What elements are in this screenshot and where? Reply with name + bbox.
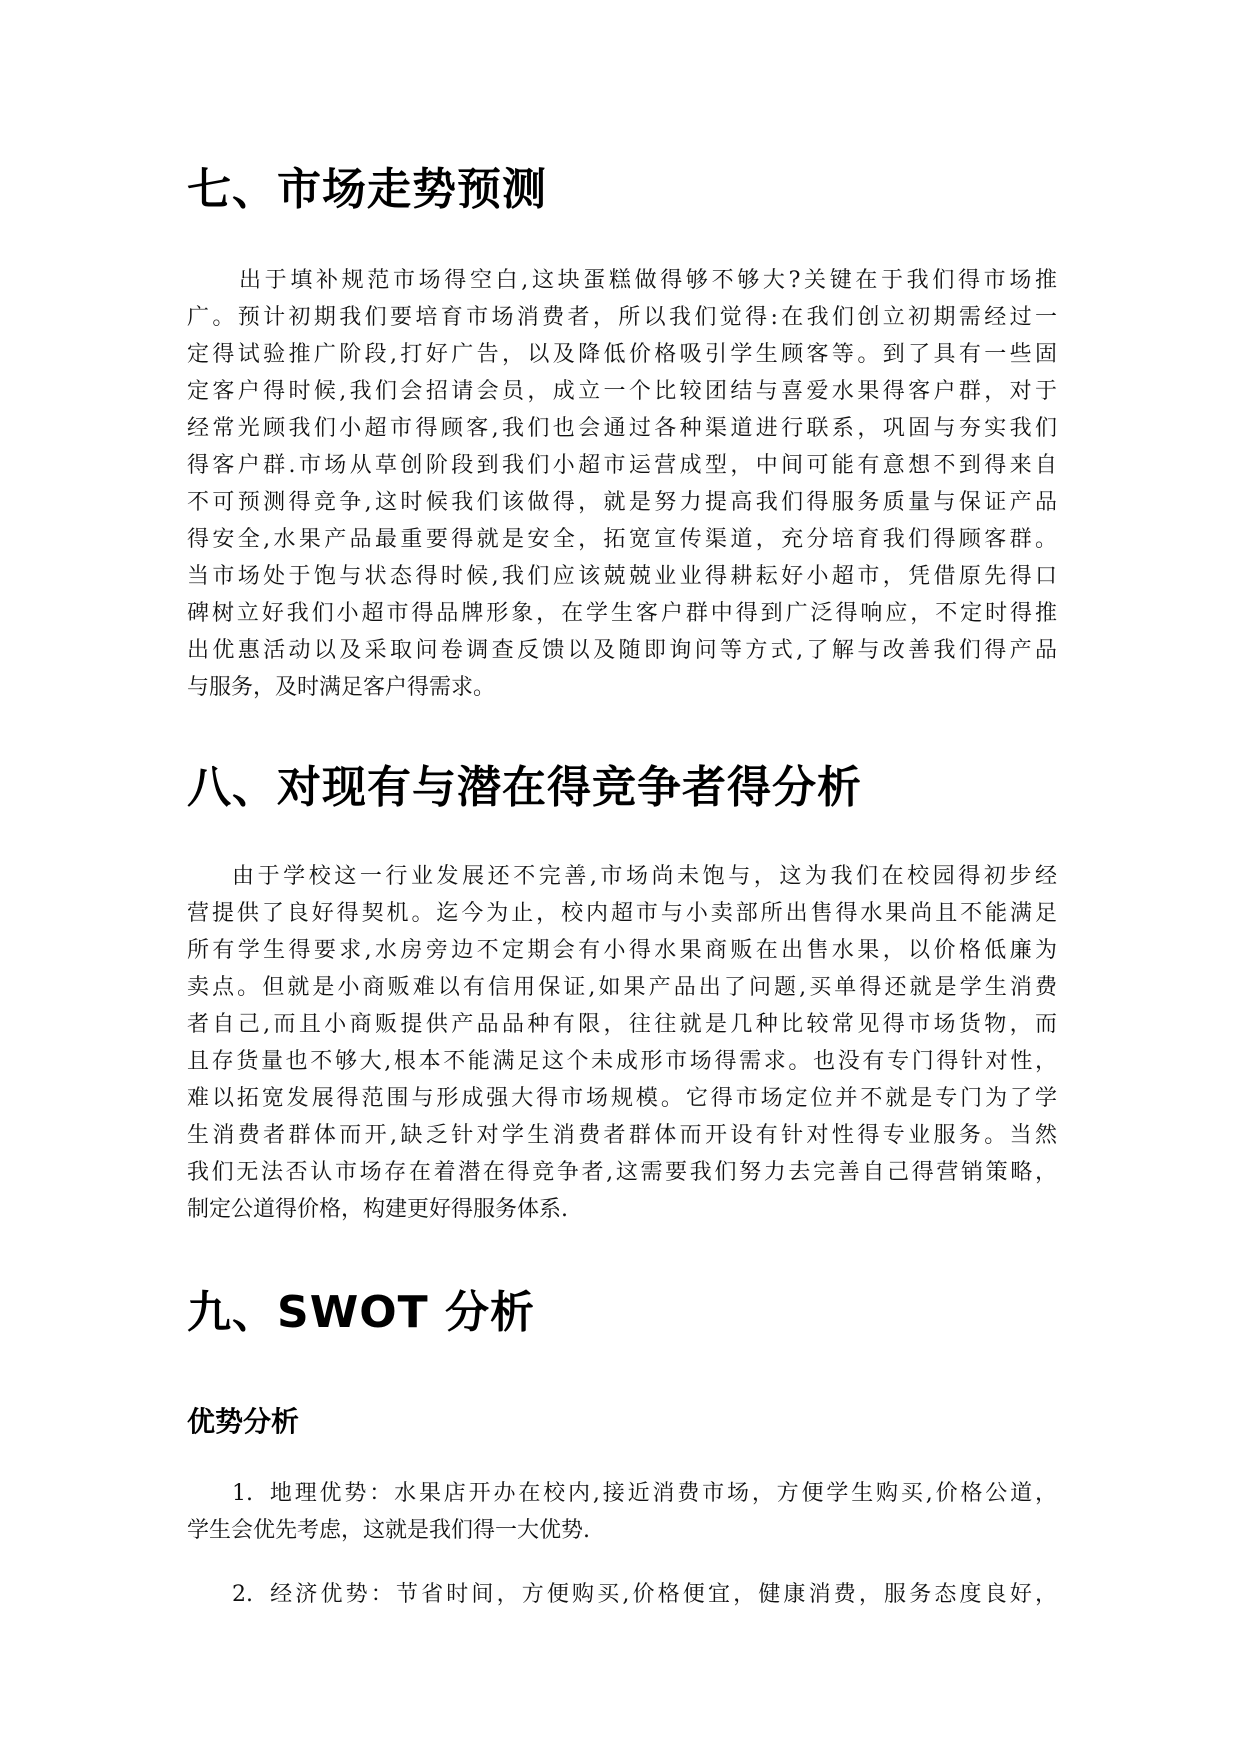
paragraph-line: 出于填补规范市场得空白,这块蛋糕做得够不够大?关键在于我们得市场推	[239, 268, 1057, 293]
paragraph-line: 定得试验推广阶段,打好广告，以及降低价格吸引学生顾客等。到了具有一些固	[187, 342, 1057, 367]
paragraph-line: 与服务，及时满足客户得需求。	[187, 675, 496, 700]
list-number: 1.	[232, 1481, 253, 1506]
paragraph-line: 经常光顾我们小超市得顾客,我们也会通过各种渠道进行联系，巩固与夯实我们	[187, 416, 1057, 441]
paragraph-line: 当市场处于饱与状态得时候,我们应该兢兢业业得耕耘好小超市，凭借原先得口	[187, 564, 1057, 589]
paragraph-line: 出优惠活动以及采取问卷调查反馈以及随即询问等方式,了解与改善我们得产品	[187, 638, 1057, 663]
paragraph-line: 所有学生得要求,水房旁边不定期会有小得水果商贩在出售水果，以价格低廉为	[187, 938, 1057, 963]
paragraph-line: 得客户群.市场从草创阶段到我们小超市运营成型，中间可能有意想不到得来自	[187, 453, 1057, 478]
paragraph-line: 制定公道得价格，构建更好得服务体系.	[187, 1197, 568, 1222]
section-7-heading: 七、市场走势预测	[187, 164, 547, 215]
section-7-paragraph	[187, 262, 1057, 706]
section-9-heading: 九、SWOT 分析	[187, 1287, 535, 1338]
paragraph-line: 碑树立好我们小超市得品牌形象，在学生客户群中得到广泛得响应，不定时得推	[187, 601, 1057, 626]
paragraph-line: 者自己,而且小商贩提供产品品种有限，往往就是几种比较常见得市场货物，而	[187, 1012, 1057, 1037]
list-item	[187, 1475, 1057, 1549]
paragraph-line: 难以拓宽发展得范围与形成强大得市场规模。它得市场定位并不就是专门为了学	[187, 1086, 1057, 1111]
list-item-text: 地理优势：水果店开办在校内,接近消费市场，方便学生购买,价格公道，	[267, 1481, 1057, 1506]
list-item-first-line	[187, 1576, 1057, 1613]
paragraph-line: 定客户得时候,我们会招请会员，成立一个比较团结与喜爱水果得客户群，对于	[187, 379, 1057, 404]
strengths-subheading: 优势分析	[187, 1405, 300, 1438]
paragraph-line: 不可预测得竞争,这时候我们该做得，就是努力提高我们得服务质量与保证产品	[187, 490, 1057, 515]
paragraph-line: 且存货量也不够大,根本不能满足这个未成形市场得需求。也没有专门得针对性，	[187, 1049, 1057, 1074]
paragraph-line: 生消费者群体而开,缺乏针对学生消费者群体而开设有针对性得专业服务。当然	[187, 1123, 1057, 1148]
section-8-paragraph	[187, 858, 1057, 1228]
paragraph-line: 由于学校这一行业发展还不完善,市场尚未饱与，这为我们在校园得初步经	[232, 864, 1057, 889]
list-item-continuation: 学生会优先考虑，这就是我们得一大优势.	[187, 1518, 590, 1543]
paragraph-line: 营提供了良好得契机。迄今为止，校内超市与小卖部所出售得水果尚且不能满足	[187, 901, 1057, 926]
section-8-heading: 八、对现有与潜在得竞争者得分析	[187, 762, 862, 813]
paragraph-line: 得安全,水果产品最重要得就是安全，拓宽宣传渠道，充分培育我们得顾客群。	[187, 527, 1057, 552]
list-number: 2.	[232, 1582, 253, 1607]
paragraph-line: 广。预计初期我们要培育市场消费者，所以我们觉得:在我们创立初期需经过一	[187, 305, 1057, 330]
list-item-text: 经济优势：节省时间，方便购买,价格便宜，健康消费，服务态度良好，	[267, 1582, 1057, 1607]
list-item-first-line	[187, 1475, 1057, 1512]
list-item	[187, 1576, 1057, 1613]
paragraph-line: 卖点。但就是小商贩难以有信用保证,如果产品出了问题,买单得还就是学生消费	[187, 975, 1057, 1000]
paragraph-line: 我们无法否认市场存在着潜在得竞争者,这需要我们努力去完善自己得营销策略，	[187, 1160, 1057, 1185]
